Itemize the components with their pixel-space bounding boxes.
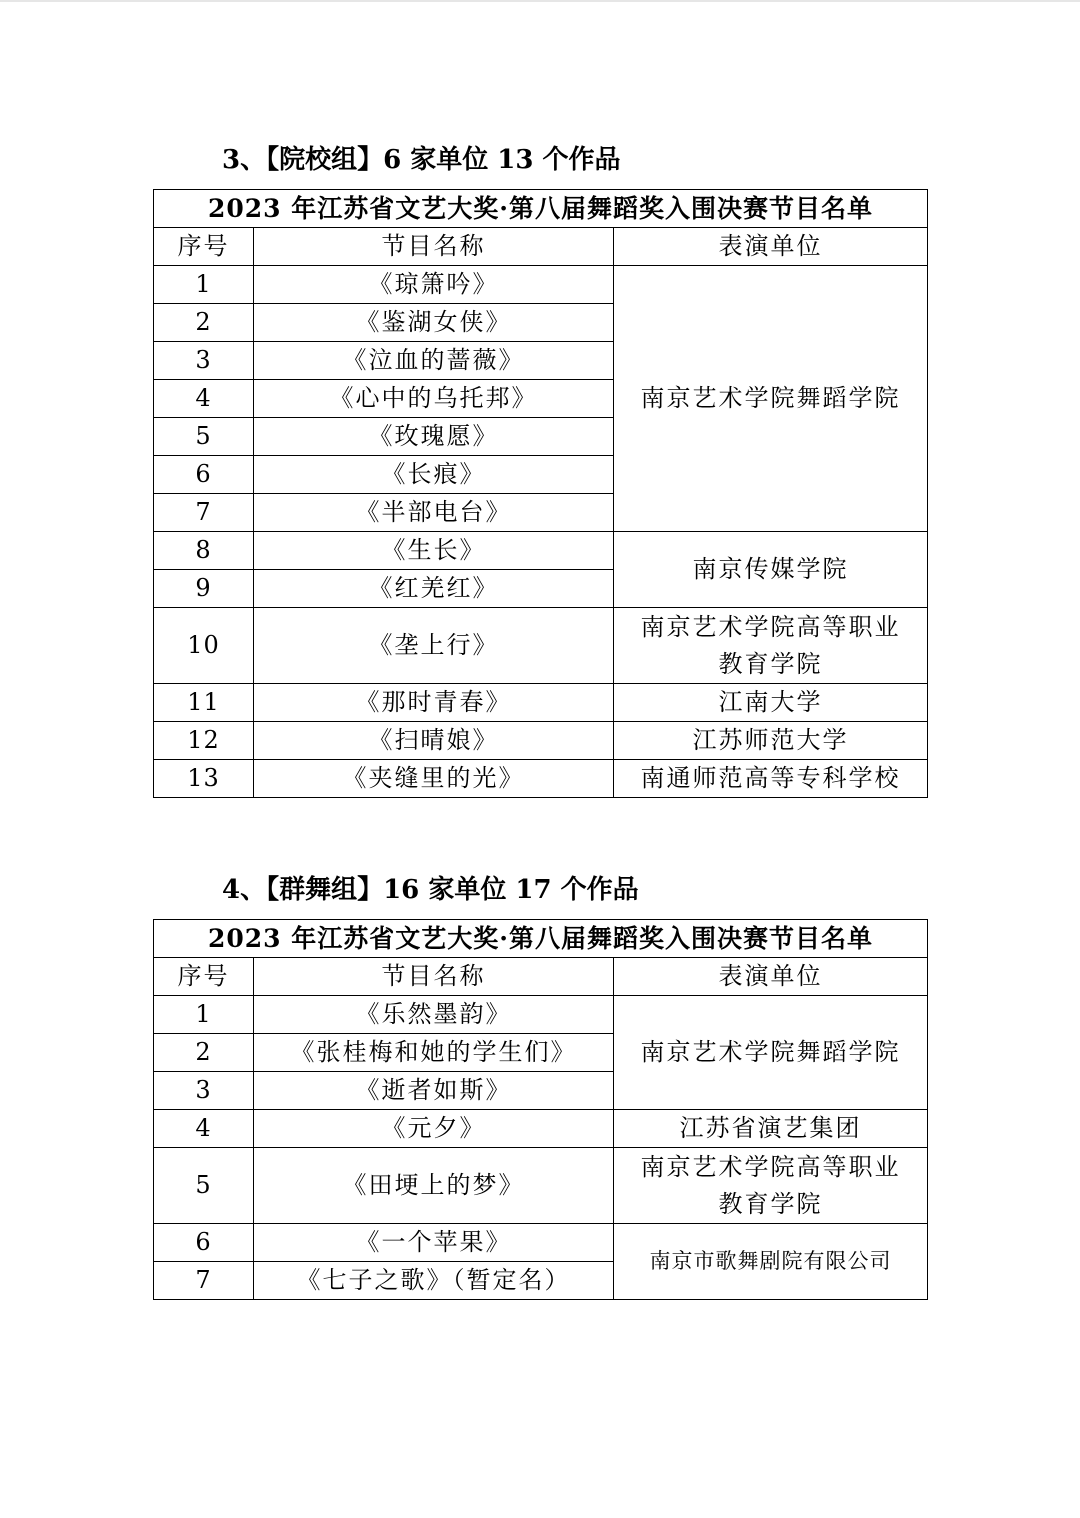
performer-unit-line: 教育学院 xyxy=(718,649,823,678)
program-name: 《玫瑰愿》 xyxy=(254,418,614,456)
row-no: 4 xyxy=(154,1110,254,1148)
table-caption-row xyxy=(154,920,928,958)
table-row xyxy=(154,1224,928,1262)
performer-unit: 江苏师范大学 xyxy=(614,722,928,760)
table-row xyxy=(154,1110,928,1148)
performer-unit: 南京艺术学院舞蹈学院 xyxy=(614,266,928,532)
table-caption: 2023 年江苏省文艺大奖·第八届舞蹈奖入围决赛节目名单 xyxy=(154,920,928,958)
performer-unit: 南京传媒学院 xyxy=(614,532,928,608)
table-row xyxy=(154,722,928,760)
table-row xyxy=(154,760,928,798)
performer-unit xyxy=(614,1148,928,1224)
program-name: 《田埂上的梦》 xyxy=(254,1148,614,1224)
row-no: 1 xyxy=(154,996,254,1034)
table-caption-row xyxy=(154,190,928,228)
performer-unit-line: 南京艺术学院高等职业 xyxy=(640,1152,901,1181)
program-name: 《心中的乌托邦》 xyxy=(254,380,614,418)
row-no: 2 xyxy=(154,304,254,342)
program-name: 《七子之歌》（暂定名） xyxy=(254,1262,614,1300)
table-row xyxy=(154,608,928,684)
program-name: 《夹缝里的光》 xyxy=(254,760,614,798)
performer-unit: 江苏省演艺集团 xyxy=(614,1110,928,1148)
header-no: 序号 xyxy=(154,958,254,996)
performer-unit xyxy=(614,608,928,684)
program-name: 《红羌红》 xyxy=(254,570,614,608)
row-no: 5 xyxy=(154,418,254,456)
program-name: 《生长》 xyxy=(254,532,614,570)
program-name: 《扫晴娘》 xyxy=(254,722,614,760)
table-caption: 2023 年江苏省文艺大奖·第八届舞蹈奖入围决赛节目名单 xyxy=(154,190,928,228)
performer-unit: 南京艺术学院舞蹈学院 xyxy=(614,996,928,1110)
program-name: 《泣血的蔷薇》 xyxy=(254,342,614,380)
program-name: 《那时青春》 xyxy=(254,684,614,722)
header-no: 序号 xyxy=(154,228,254,266)
header-program: 节目名称 xyxy=(254,228,614,266)
row-no: 8 xyxy=(154,532,254,570)
row-no: 12 xyxy=(154,722,254,760)
row-no: 3 xyxy=(154,342,254,380)
program-name: 《逝者如斯》 xyxy=(254,1072,614,1110)
row-no: 1 xyxy=(154,266,254,304)
header-unit: 表演单位 xyxy=(614,228,928,266)
row-no: 9 xyxy=(154,570,254,608)
row-no: 7 xyxy=(154,1262,254,1300)
page-top-border xyxy=(0,0,1080,2)
table-row xyxy=(154,1148,928,1224)
program-name: 《半部电台》 xyxy=(254,494,614,532)
section-title-3: 3、【院校组】6 家单位 13 个作品 xyxy=(222,145,621,175)
row-no: 6 xyxy=(154,456,254,494)
row-no: 4 xyxy=(154,380,254,418)
finalist-table-group-dance xyxy=(153,919,928,1300)
row-no: 11 xyxy=(154,684,254,722)
performer-unit-line: 南京艺术学院高等职业 xyxy=(640,612,901,641)
program-name: 《元夕》 xyxy=(254,1110,614,1148)
header-unit: 表演单位 xyxy=(614,958,928,996)
table-row xyxy=(154,996,928,1034)
program-name: 《鉴湖女侠》 xyxy=(254,304,614,342)
header-program: 节目名称 xyxy=(254,958,614,996)
row-no: 10 xyxy=(154,608,254,684)
program-name: 《乐然墨韵》 xyxy=(254,996,614,1034)
performer-unit: 江南大学 xyxy=(614,684,928,722)
row-no: 5 xyxy=(154,1148,254,1224)
row-no: 13 xyxy=(154,760,254,798)
table-row xyxy=(154,684,928,722)
row-no: 7 xyxy=(154,494,254,532)
program-name: 《长痕》 xyxy=(254,456,614,494)
table-header-row xyxy=(154,958,928,996)
row-no: 3 xyxy=(154,1072,254,1110)
program-name: 《垄上行》 xyxy=(254,608,614,684)
performer-unit: 南京市歌舞剧院有限公司 xyxy=(614,1224,928,1300)
performer-unit: 南通师范高等专科学校 xyxy=(614,760,928,798)
finalist-table-colleges xyxy=(153,189,928,798)
performer-unit-line: 教育学院 xyxy=(718,1189,823,1218)
table-row xyxy=(154,266,928,304)
program-name: 《一个苹果》 xyxy=(254,1224,614,1262)
row-no: 6 xyxy=(154,1224,254,1262)
table-header-row xyxy=(154,228,928,266)
section-title-4: 4、【群舞组】16 家单位 17 个作品 xyxy=(222,875,639,905)
row-no: 2 xyxy=(154,1034,254,1072)
program-name: 《琼箫吟》 xyxy=(254,266,614,304)
program-name: 《张桂梅和她的学生们》 xyxy=(254,1034,614,1072)
table-row xyxy=(154,532,928,570)
